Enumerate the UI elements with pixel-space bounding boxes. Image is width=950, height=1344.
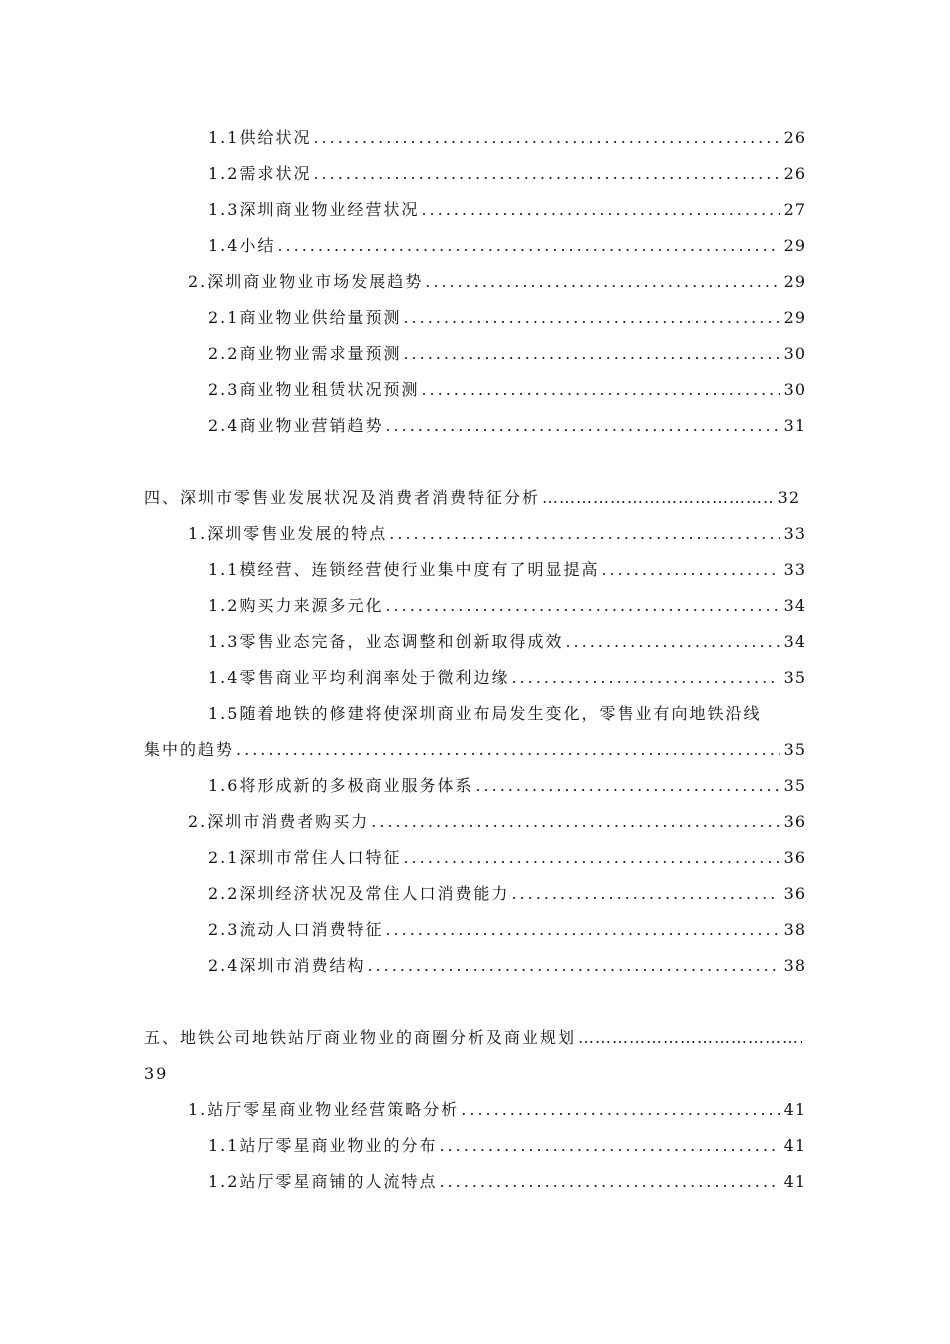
toc-entry[interactable] [144, 740, 806, 760]
toc-entry-title: 1.深圳零售业发展的特点 [188, 524, 388, 543]
dot-leader [403, 848, 779, 868]
toc-entry-page: 33 [783, 524, 806, 543]
toc-entry-page: 36 [783, 884, 806, 903]
toc-entry-page: 30 [783, 344, 806, 363]
toc-entry-page: 35 [783, 776, 806, 795]
dot-leader [565, 632, 779, 652]
toc-entry-title: 1.1供给状况 [208, 128, 312, 147]
toc-entry-page: 29 [783, 308, 806, 327]
toc-entry-title: 1.2需求状况 [208, 164, 312, 183]
toc-entry-page: 27 [783, 200, 806, 219]
ellipsis-leader [578, 1028, 802, 1048]
toc-entry[interactable] [208, 668, 806, 688]
toc-entry[interactable] [208, 164, 806, 184]
dot-leader [439, 1172, 779, 1192]
toc-entry-page: 41 [783, 1136, 806, 1155]
dot-leader [385, 596, 779, 616]
toc-entry[interactable] [188, 1100, 806, 1120]
toc-chapter-page[interactable]: 39 [144, 1064, 169, 1083]
toc-entry-title: 1.站厅零星商业物业经营策略分析 [188, 1100, 460, 1119]
toc-entry-page: 35 [783, 740, 806, 759]
toc-entry-title: 1.3深圳商业物业经营状况 [208, 200, 420, 219]
toc-entry-title: 2.4深圳市消费结构 [208, 956, 366, 975]
toc-entry[interactable] [208, 920, 806, 940]
toc-entry[interactable] [188, 524, 806, 544]
toc-entry[interactable] [208, 344, 806, 364]
toc-entry-title: 2.深圳市消费者购买力 [188, 812, 370, 831]
toc-entry-title: 1.1站厅零星商业物业的分布 [208, 1136, 438, 1155]
toc-entry-page: 38 [783, 920, 806, 939]
toc-entry-title: 2.1深圳市常住人口特征 [208, 848, 402, 867]
toc-entry-title-line2: 集中的趋势 [144, 740, 235, 759]
toc-entry-title: 2.深圳商业物业市场发展趋势 [188, 272, 424, 291]
toc-entry-title: 2.3商业物业租赁状况预测 [208, 380, 420, 399]
toc-entry-title: 2.2商业物业需求量预测 [208, 344, 402, 363]
toc-entry-title: 1.1模经营、连锁经营使行业集中度有了明显提高 [208, 560, 600, 579]
toc-entry-title: 2.4商业物业营销趋势 [208, 416, 384, 435]
toc-entry-title: 2.1商业物业供给量预测 [208, 308, 402, 327]
dot-leader [389, 524, 779, 544]
dot-leader [371, 812, 779, 832]
toc-entry-page: 36 [783, 812, 806, 831]
toc-entry-page: 34 [783, 596, 806, 615]
dot-leader [236, 740, 780, 760]
toc-entry-title: 1.6将形成新的多极商业服务体系 [208, 776, 474, 795]
dot-leader [511, 668, 779, 688]
ellipsis-leader [542, 488, 774, 508]
toc-entry[interactable] [208, 380, 806, 400]
toc-entry-title: 1.2站厅零星商铺的人流特点 [208, 1172, 438, 1191]
toc-entry[interactable] [208, 632, 806, 652]
toc-entry[interactable] [208, 416, 806, 436]
toc-entry-title: 1.2购买力来源多元化 [208, 596, 384, 615]
dot-leader [511, 884, 779, 904]
toc-entry-title: 2.2深圳经济状况及常住人口消费能力 [208, 884, 510, 903]
toc-chapter[interactable] [144, 488, 800, 508]
toc-entry[interactable] [208, 128, 806, 148]
dot-leader [425, 272, 779, 292]
dot-leader [313, 164, 779, 184]
toc-entry-page: 35 [783, 668, 806, 687]
dot-leader [313, 128, 779, 148]
dot-leader [601, 560, 779, 580]
dot-leader [439, 1136, 779, 1156]
toc-entry-title: 1.4零售商业平均利润率处于微利边缘 [208, 668, 510, 687]
toc-entry-title: 1.3零售业态完备，业态调整和创新取得成效 [208, 632, 564, 651]
toc-chapter[interactable] [144, 1028, 806, 1048]
dot-leader [367, 956, 779, 976]
dot-leader [403, 308, 779, 328]
toc-entry-title: 2.3流动人口消费特征 [208, 920, 384, 939]
dot-leader [277, 236, 779, 256]
toc-entry[interactable] [208, 884, 806, 904]
toc-entry-page: 29 [783, 272, 806, 291]
toc-entry[interactable] [188, 812, 806, 832]
dot-leader [461, 1100, 779, 1120]
toc-entry-title-line1[interactable]: 1.5随着地铁的修建将使深圳商业布局发生变化，零售业有向地铁沿线 [208, 704, 762, 723]
dot-leader [403, 344, 779, 364]
toc-entry[interactable] [208, 1136, 806, 1156]
toc-entry[interactable] [208, 560, 806, 580]
toc-entry[interactable] [188, 272, 806, 292]
dot-leader [475, 776, 779, 796]
toc-entry-page: 36 [783, 848, 806, 867]
toc-entry-page: 30 [783, 380, 806, 399]
toc-entry[interactable] [208, 848, 806, 868]
toc-entry-page: 41 [783, 1100, 806, 1119]
dot-leader [385, 416, 779, 436]
toc-entry-page: 38 [783, 956, 806, 975]
toc-entry[interactable] [208, 956, 806, 976]
toc-chapter-page: 32 [777, 488, 800, 507]
dot-leader [421, 200, 779, 220]
toc-entry[interactable] [208, 200, 806, 220]
toc-entry-page: 26 [783, 164, 806, 183]
toc-entry[interactable] [208, 1172, 806, 1192]
dot-leader [421, 380, 779, 400]
toc-entry-page: 26 [783, 128, 806, 147]
toc-entry[interactable] [208, 776, 806, 796]
toc-entry[interactable] [208, 308, 806, 328]
toc-entry[interactable] [208, 236, 806, 256]
toc-chapter-title: 五、地铁公司地铁站厅商业物业的商圈分析及商业规划 [144, 1028, 577, 1047]
toc-entry-page: 34 [783, 632, 806, 651]
toc-entry[interactable] [208, 596, 806, 616]
dot-leader [385, 920, 779, 940]
toc-entry-page: 29 [783, 236, 806, 255]
toc-entry-page: 31 [783, 416, 806, 435]
toc-entry-title: 1.4小结 [208, 236, 276, 255]
toc-entry-page: 41 [783, 1172, 806, 1191]
toc-entry-page: 33 [783, 560, 806, 579]
toc-chapter-title: 四、深圳市零售业发展状况及消费者消费特征分析 [144, 488, 541, 507]
